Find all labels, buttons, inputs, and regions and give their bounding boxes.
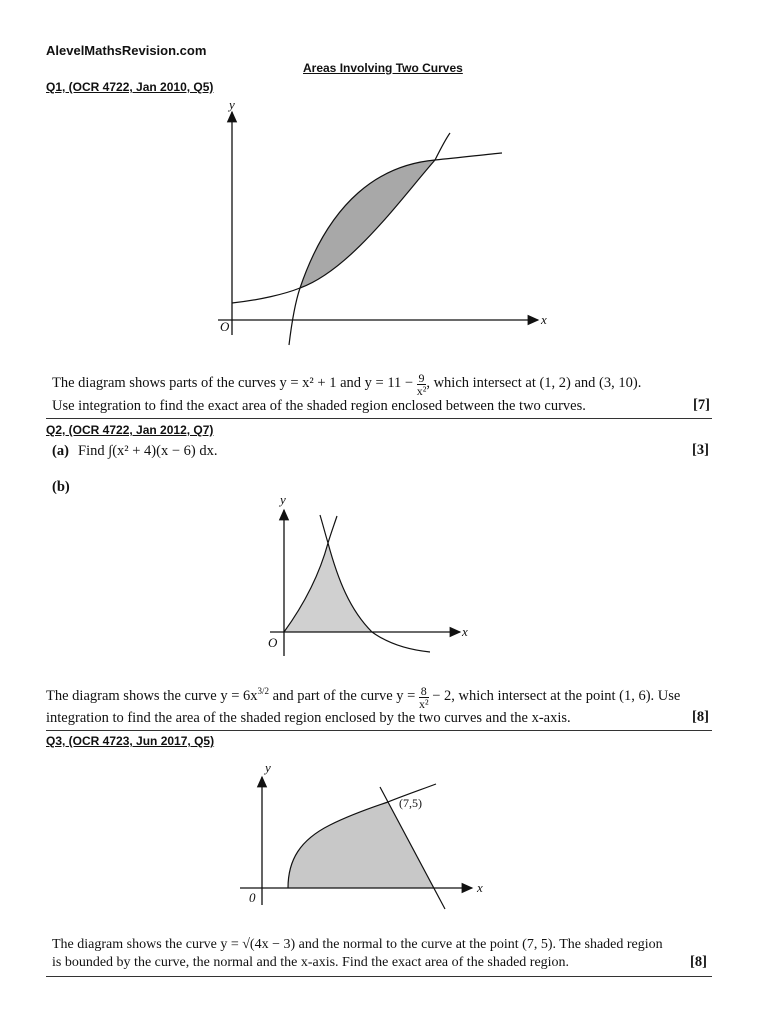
q3-point-label: (7,5) bbox=[399, 796, 422, 810]
q1-origin-label: O bbox=[220, 319, 230, 334]
q2-y-label: y bbox=[280, 492, 286, 507]
page-title: Areas Involving Two Curves bbox=[303, 61, 463, 75]
q3-text-line2: is bounded by the curve, the normal and the x-axis. Find the exact area of the shaded region. bbox=[52, 955, 570, 970]
q2-part-a-label: (a) bbox=[52, 443, 69, 459]
q3-divider bbox=[46, 976, 712, 977]
q1-text-line1: The diagram shows parts of the curves y = x² + 1 and y = 11 − $\frac{9}{\text{x²}}$ , which intersect at (1, 2) and (3, 10). bbox=[52, 371, 642, 398]
q3-marks: [8] bbox=[690, 954, 707, 970]
q3-x-label: x bbox=[477, 880, 483, 895]
q2-part-a-marks: [3] bbox=[692, 442, 709, 458]
q2-text-line1: The diagram shows the curve $y = 6x^{3/2}$ and part of the curve y = $\frac{8}{\text{x²}}$ − 2, which intersect at the point (1, 6). Use bbox=[46, 683, 681, 711]
q3-y-label: y bbox=[265, 760, 271, 775]
q2-heading: Q2, (OCR 4722, Jan 2012, Q7) bbox=[46, 423, 214, 437]
q2-part-a-text: Find ∫(x² + 4)(x − 6) dx. bbox=[78, 443, 218, 459]
q3-heading: Q3, (OCR 4723, Jun 2017, Q5) bbox=[46, 734, 215, 748]
q2-part-b-label: (b) bbox=[52, 479, 70, 495]
q1-marks: [7] bbox=[693, 397, 710, 413]
site-name: AlevelMathsRevision.com bbox=[46, 43, 207, 58]
q1-x-label: x bbox=[541, 312, 547, 327]
q1-y-label: y bbox=[229, 97, 235, 112]
q2-text-line2: integration to find the area of the shaded region enclosed by the two curves and the x-axis. bbox=[46, 710, 571, 726]
q3-text-line1: The diagram shows the curve y = √(4x − 3) and the normal to the curve at the point (7, 5). The shaded region bbox=[52, 937, 663, 952]
q1-text-line2: Use integration to find the exact area of the shaded region enclosed between the two curves. bbox=[52, 398, 586, 414]
q2-origin-label: O bbox=[268, 635, 278, 650]
q1-heading: Q1, (OCR 4722, Jan 2010, Q5) bbox=[46, 80, 214, 94]
q2-x-label: x bbox=[462, 624, 468, 639]
q3-origin-label: 0 bbox=[249, 890, 256, 905]
q3-shaded-region bbox=[288, 802, 434, 888]
q2-marks: [8] bbox=[692, 709, 709, 725]
